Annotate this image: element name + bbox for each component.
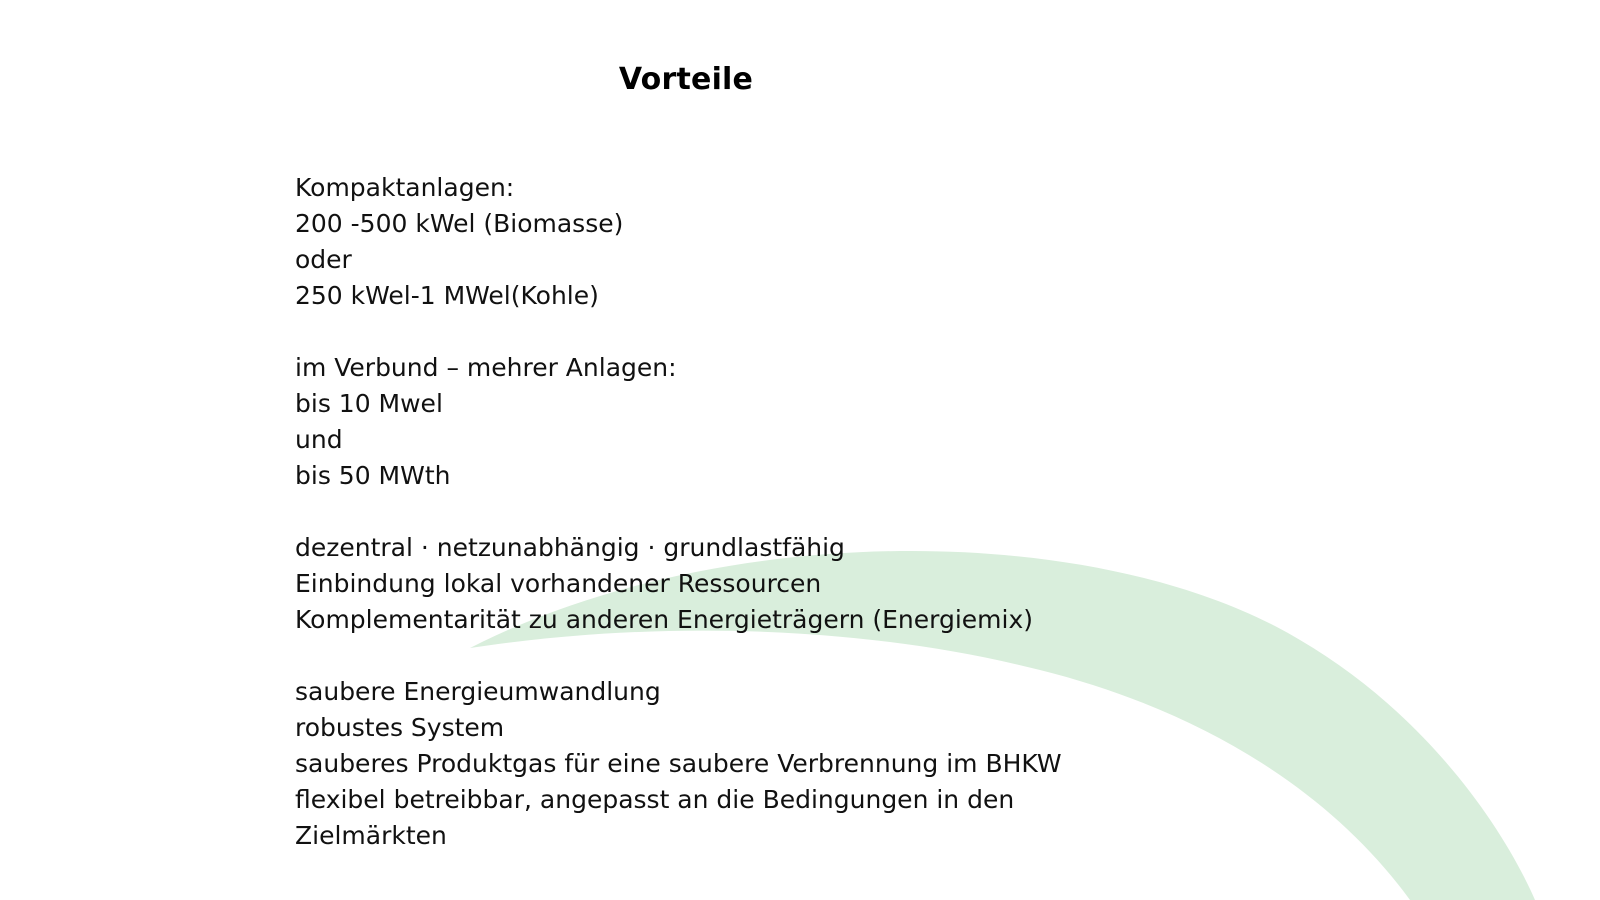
text-line: saubere Energieumwandlung xyxy=(295,677,661,706)
text-line: Kompaktanlagen: xyxy=(295,173,515,202)
text-line: Einbindung lokal vorhandener Ressourcen xyxy=(295,569,822,598)
text-line: robustes System xyxy=(295,713,505,742)
text-line: und xyxy=(295,425,343,454)
text-line: sauberes Produktgas für eine saubere Verbrennung im BHKW xyxy=(295,749,1062,778)
text-line: bis 50 MWth xyxy=(295,461,451,490)
slide-content xyxy=(295,170,1195,890)
group-system xyxy=(295,674,1195,854)
text-line: flexibel betreibbar, angepasst an die Bedingungen in den xyxy=(295,785,1015,814)
text-line: 200 -500 kWel (Biomasse) xyxy=(295,209,624,238)
text-line: dezentral · netzunabhängig · grundlastfähig xyxy=(295,533,845,562)
group-eigenschaften xyxy=(295,530,1195,638)
text-line: oder xyxy=(295,245,352,274)
group-kompaktanlagen xyxy=(295,170,1195,314)
group-verbund xyxy=(295,350,1195,494)
text-line: 250 kWel-1 MWel(Kohle) xyxy=(295,281,599,310)
slide-title: Vorteile xyxy=(618,62,754,97)
text-line: bis 10 Mwel xyxy=(295,389,443,418)
text-line: im Verbund – mehrer Anlagen: xyxy=(295,353,677,382)
text-line: Komplementarität zu anderen Energieträgern (Energiemix) xyxy=(295,605,1034,634)
text-line: Zielmärkten xyxy=(295,821,447,850)
